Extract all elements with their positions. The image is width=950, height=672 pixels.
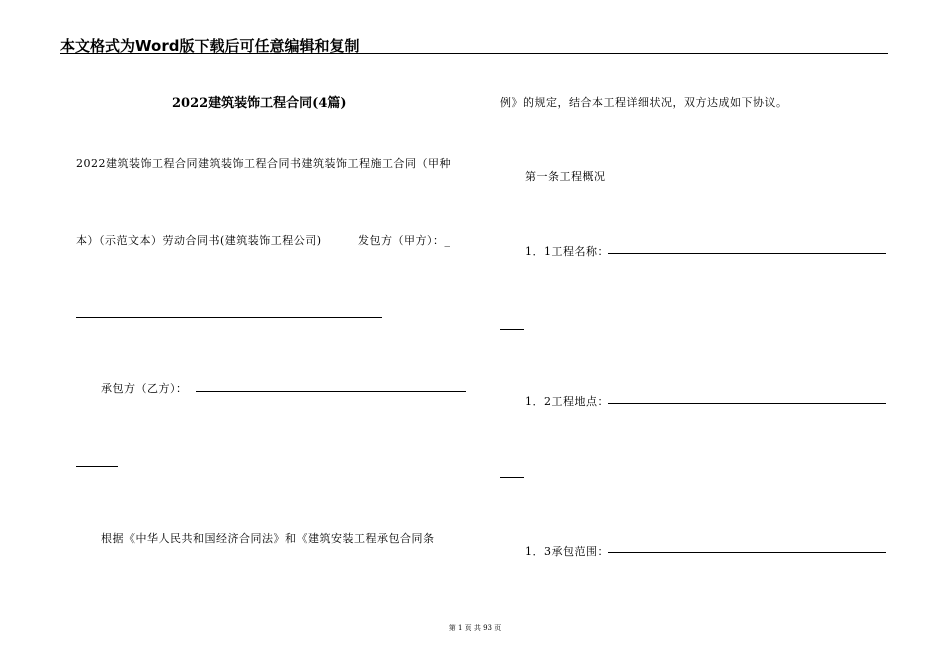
intro-line-2: 本）（示范文本）劳动合同书(建筑装饰工程公司) [76,234,322,247]
party-a-blank-line [76,317,382,318]
document-title: 2022建筑装饰工程合同(4篇) [172,96,347,111]
project-name-label: 1．1工程名称： [525,245,609,258]
section-1-heading: 第一条工程概况 [525,170,606,183]
party-a-label: 发包方（甲方）：_ [358,234,451,247]
project-location-label: 1．2工程地点： [525,395,609,408]
page-header-text: 本文格式为Word版下载后可任意编辑和复制 [60,37,360,55]
party-b-label: 承包方（乙方）： [101,382,188,395]
project-name-blank-line-continued [500,329,524,330]
project-location-blank-line [608,403,886,404]
party-b-blank-line-continued [76,466,118,467]
page-number-footer: 第 1 页 共 93 页 [448,624,502,632]
project-location-blank-line-continued [500,477,524,478]
contract-scope-label: 1．3承包范围： [525,545,609,558]
basis-paragraph-line-1: 根据《中华人民共和国经济合同法》和《建筑安装工程承包合同条 [101,532,435,545]
basis-paragraph-line-2: 例》的规定，结合本工程详细状况，双方达成如下协议。 [500,96,788,109]
project-name-blank-line [608,253,886,254]
intro-line-1: 2022建筑装饰工程合同建筑装饰工程合同书建筑装饰工程施工合同（甲种 [76,157,451,170]
contract-scope-blank-line [608,552,886,553]
header-divider [60,53,888,54]
party-b-blank-line [196,391,466,392]
